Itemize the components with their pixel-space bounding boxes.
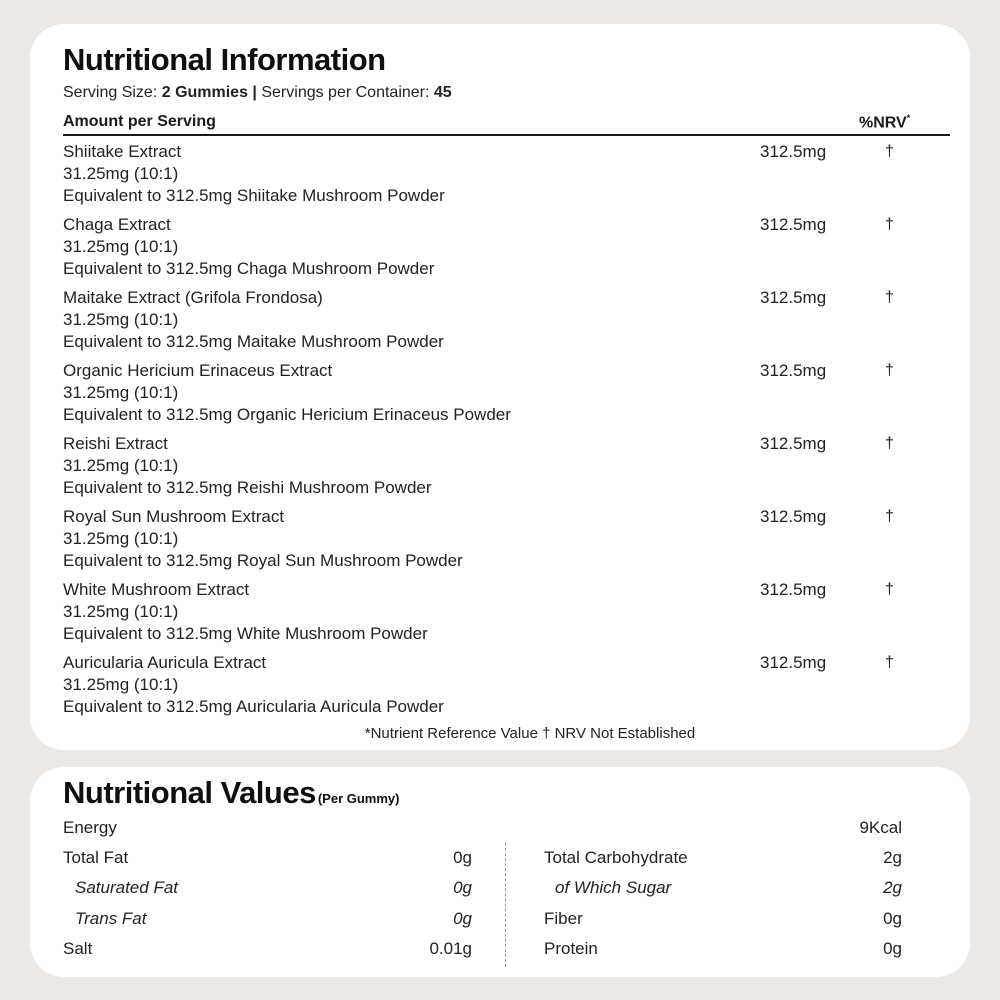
ingredient-row bbox=[30, 141, 970, 214]
ingredient-name: Shiitake Extract bbox=[63, 142, 182, 161]
servings-per-container-label: Servings per Container: bbox=[261, 84, 434, 101]
total-fat-value: 0g bbox=[453, 848, 472, 867]
trans-fat-label: Trans Fat bbox=[75, 909, 147, 928]
ingredient-amount: 312.5mg bbox=[760, 361, 827, 380]
ingredient-list bbox=[30, 141, 970, 725]
values-title-suffix: (Per Gummy) bbox=[317, 791, 400, 806]
ingredient-ratio: 31.25mg (10:1) bbox=[63, 310, 179, 329]
ingredient-ratio: 31.25mg (10:1) bbox=[63, 164, 179, 183]
serving-separator: | bbox=[247, 84, 262, 101]
nutritional-values-card bbox=[30, 767, 970, 977]
footnote bbox=[30, 725, 915, 742]
ingredient-name: Chaga Extract bbox=[63, 215, 171, 234]
ingredient-equivalent: Equivalent to 312.5mg Royal Sun Mushroom Powder bbox=[63, 551, 463, 570]
ingredient-equivalent: Equivalent to 312.5mg Reishi Mushroom Powder bbox=[63, 478, 432, 497]
ingredient-row bbox=[30, 360, 970, 433]
ingredient-nrv: † bbox=[885, 289, 894, 306]
nrv-header-label: %NRV bbox=[859, 114, 907, 132]
ingredient-ratio: 31.25mg (10:1) bbox=[63, 383, 179, 402]
ingredient-ratio: 31.25mg (10:1) bbox=[63, 529, 179, 548]
ingredient-equivalent: Equivalent to 312.5mg Shiitake Mushroom Powder bbox=[63, 186, 445, 205]
ingredient-equivalent: Equivalent to 312.5mg White Mushroom Powder bbox=[63, 624, 428, 643]
salt-label: Salt bbox=[63, 939, 93, 958]
values-title bbox=[63, 775, 399, 811]
ingredient-nrv: † bbox=[885, 143, 894, 160]
amount-per-serving-header: Amount per Serving bbox=[63, 113, 216, 130]
total-carbohydrate-label: Total Carbohydrate bbox=[544, 848, 688, 867]
salt-value: 0.01g bbox=[429, 939, 472, 958]
trans-fat-value: 0g bbox=[453, 909, 472, 928]
ingredient-name: Maitake Extract (Grifola Frondosa) bbox=[63, 288, 323, 307]
fiber-value: 0g bbox=[883, 909, 902, 928]
ingredient-amount: 312.5mg bbox=[760, 434, 827, 453]
ingredient-ratio: 31.25mg (10:1) bbox=[63, 602, 179, 621]
ingredient-amount: 312.5mg bbox=[760, 653, 827, 672]
nutritional-information-card bbox=[30, 24, 970, 750]
info-title: Nutritional Information bbox=[63, 42, 386, 77]
total-fat-label: Total Fat bbox=[63, 848, 129, 867]
energy-value: 9Kcal bbox=[859, 818, 902, 837]
header-rule bbox=[63, 134, 950, 136]
ingredient-amount: 312.5mg bbox=[760, 288, 827, 307]
ingredient-nrv: † bbox=[885, 581, 894, 598]
column-divider bbox=[505, 843, 506, 967]
ingredient-amount: 312.5mg bbox=[760, 142, 827, 161]
ingredient-name: Royal Sun Mushroom Extract bbox=[63, 507, 285, 526]
ingredient-amount: 312.5mg bbox=[760, 215, 827, 234]
ingredient-row bbox=[30, 214, 970, 287]
ingredient-nrv: † bbox=[885, 435, 894, 452]
ingredient-name: Reishi Extract bbox=[63, 434, 168, 453]
nrv-header-mark: * bbox=[906, 113, 911, 123]
protein-value: 0g bbox=[883, 939, 902, 958]
ingredient-equivalent: Equivalent to 312.5mg Chaga Mushroom Powder bbox=[63, 259, 435, 278]
ingredient-name: Organic Hericium Erinaceus Extract bbox=[63, 361, 333, 380]
ingredient-name: White Mushroom Extract bbox=[63, 580, 250, 599]
serving-size-label: Serving Size: bbox=[63, 84, 162, 101]
ingredient-row bbox=[30, 579, 970, 652]
fiber-label: Fiber bbox=[544, 909, 583, 928]
ingredient-nrv: † bbox=[885, 654, 894, 671]
ingredient-equivalent: Equivalent to 312.5mg Maitake Mushroom Powder bbox=[63, 332, 444, 351]
ingredient-name: Auricularia Auricula Extract bbox=[63, 653, 267, 672]
sugar-label: of Which Sugar bbox=[555, 878, 672, 897]
nrv-header bbox=[859, 113, 910, 132]
ingredient-nrv: † bbox=[885, 508, 894, 525]
ingredient-amount: 312.5mg bbox=[760, 580, 827, 599]
values-title-text: Nutritional Values bbox=[63, 775, 316, 810]
ingredient-row bbox=[30, 652, 970, 725]
energy-label: Energy bbox=[63, 818, 117, 837]
total-carbohydrate-value: 2g bbox=[883, 848, 902, 867]
ingredient-ratio: 31.25mg (10:1) bbox=[63, 675, 179, 694]
serving-size-value: 2 Gummies bbox=[161, 84, 248, 101]
ingredient-nrv: † bbox=[885, 216, 894, 233]
footnote-text: *Nutrient Reference Value † NRV Not Established bbox=[364, 725, 696, 742]
ingredient-row bbox=[30, 433, 970, 506]
servings-per-container-value: 45 bbox=[433, 84, 452, 101]
saturated-fat-label: Saturated Fat bbox=[75, 878, 179, 897]
sugar-value: 2g bbox=[883, 878, 902, 897]
ingredient-amount: 312.5mg bbox=[760, 507, 827, 526]
ingredient-nrv: † bbox=[885, 362, 894, 379]
protein-label: Protein bbox=[544, 939, 598, 958]
ingredient-equivalent: Equivalent to 312.5mg Auricularia Auricula Powder bbox=[63, 697, 444, 716]
ingredient-ratio: 31.25mg (10:1) bbox=[63, 237, 179, 256]
ingredient-row bbox=[30, 287, 970, 360]
ingredient-row bbox=[30, 506, 970, 579]
saturated-fat-value: 0g bbox=[453, 878, 472, 897]
ingredient-equivalent: Equivalent to 312.5mg Organic Hericium Erinaceus Powder bbox=[63, 405, 511, 424]
ingredient-ratio: 31.25mg (10:1) bbox=[63, 456, 179, 475]
serving-info bbox=[63, 84, 452, 102]
